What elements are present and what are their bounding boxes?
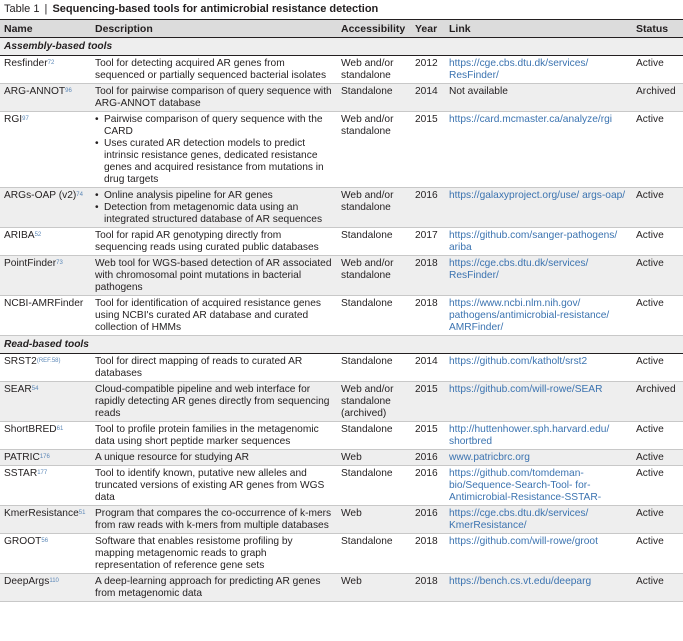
- status-cell: Active: [632, 112, 683, 188]
- description-cell: Software that enables resistome profiling by mapping metagenomic reads to graph representation of reference gene sets: [91, 534, 337, 574]
- header-name: Name: [0, 20, 91, 38]
- status-cell: Active: [632, 574, 683, 602]
- tool-link[interactable]: https://github.com/will-rowe/groot: [445, 534, 632, 574]
- reference-superscript[interactable]: 72: [47, 60, 55, 66]
- accessibility-cell: Web and/or standalone: [337, 256, 411, 296]
- header-accessibility: Accessibility: [337, 20, 411, 38]
- year-cell: 2018: [411, 256, 445, 296]
- description-cell: Program that compares the co-occurrence of k-mers from raw reads with k-mers from multiple databases: [91, 506, 337, 534]
- tool-name-cell: [0, 112, 91, 188]
- description-bullet: • Uses curated AR detection models to predict intrinsic resistance genes, dedicated resistance genes and acquired resistance from mutations in drug targets: [95, 138, 333, 186]
- tool-name: ARGs-OAP (v2): [4, 190, 77, 201]
- accessibility-cell: Web: [337, 574, 411, 602]
- accessibility-cell: Standalone: [337, 296, 411, 336]
- header-year: Year: [411, 20, 445, 38]
- status-cell: Active: [632, 296, 683, 336]
- reference-superscript[interactable]: 96: [65, 88, 72, 94]
- tool-name: SEAR: [4, 384, 32, 395]
- description-cell: Web tool for WGS-based detection of AR associated with chromosomal point mutations in bacterial pathogens: [91, 256, 337, 296]
- section-title: Read-based tools: [0, 336, 683, 354]
- table-row: [0, 422, 683, 450]
- table-row: [0, 382, 683, 422]
- section-header-row: [0, 38, 683, 56]
- tool-name: ARG-ANNOT: [4, 86, 66, 97]
- reference-superscript[interactable]: 73: [56, 260, 63, 266]
- reference-superscript[interactable]: (REF.58): [36, 358, 61, 364]
- reference-superscript[interactable]: 61: [56, 426, 64, 432]
- tool-name: ShortBRED: [4, 424, 57, 435]
- accessibility-cell: Standalone: [337, 534, 411, 574]
- tool-name-cell: [0, 256, 91, 296]
- status-cell: Active: [632, 422, 683, 450]
- tool-name: KmerResistance: [4, 508, 79, 519]
- tool-name-cell: [0, 506, 91, 534]
- tool-name: NCBI-AMRFinder: [4, 298, 84, 309]
- tool-link[interactable]: https://www.ncbi.nlm.nih.gov/ pathogens/antimicrobial-resistance/ AMRFinder/: [445, 296, 632, 336]
- description-cell: Tool for pairwise comparison of query sequence with ARG-ANNOT database: [91, 84, 337, 112]
- table-row: [0, 354, 683, 382]
- tool-name-cell: [0, 296, 91, 336]
- reference-superscript[interactable]: 51: [78, 510, 86, 516]
- accessibility-cell: Web and/or standalone (archived): [337, 382, 411, 422]
- year-cell: 2016: [411, 188, 445, 228]
- table-body: [0, 38, 683, 602]
- tool-name: Resfinder: [4, 58, 48, 69]
- header-status: Status: [632, 20, 683, 38]
- year-cell: 2015: [411, 112, 445, 188]
- tool-link[interactable]: http://huttenhower.sph.harvard.edu/ shortbred: [445, 422, 632, 450]
- tool-name: RGI: [4, 114, 23, 125]
- tool-link[interactable]: https://cge.cbs.dtu.dk/services/ ResFinder/: [445, 256, 632, 296]
- year-cell: 2018: [411, 296, 445, 336]
- status-cell: Active: [632, 450, 683, 466]
- tool-name: DeepArgs: [4, 576, 50, 587]
- link-cell: Not available: [445, 84, 632, 112]
- reference-superscript[interactable]: 177: [37, 470, 48, 476]
- tool-name-cell: [0, 382, 91, 422]
- description-cell: Tool to identify known, putative new alleles and truncated versions of existing AR genes from WGS data: [91, 466, 337, 506]
- accessibility-cell: Web: [337, 506, 411, 534]
- reference-superscript[interactable]: 54: [31, 386, 39, 392]
- accessibility-cell: Standalone: [337, 466, 411, 506]
- tool-name-cell: [0, 56, 91, 84]
- section-header-row: [0, 336, 683, 354]
- tool-link[interactable]: https://cge.cbs.dtu.dk/services/ ResFinder/: [445, 56, 632, 84]
- year-cell: 2017: [411, 228, 445, 256]
- year-cell: 2015: [411, 382, 445, 422]
- table-caption: [0, 0, 683, 19]
- description-cell: Tool to profile protein families in the metagenomic data using short peptide marker sequences: [91, 422, 337, 450]
- description-bullet-list: [95, 114, 333, 186]
- table-title: Sequencing-based tools for antimicrobial resistance detection: [52, 3, 379, 15]
- header-description: Description: [91, 20, 337, 38]
- tools-table: [0, 19, 683, 602]
- tool-name: SRST2: [4, 356, 37, 367]
- year-cell: 2015: [411, 422, 445, 450]
- reference-superscript[interactable]: 74: [76, 192, 83, 198]
- tool-link[interactable]: https://card.mcmaster.ca/analyze/rgi: [445, 112, 632, 188]
- tool-link[interactable]: https://galaxyproject.org/use/ args-oap/: [445, 188, 632, 228]
- year-cell: 2018: [411, 534, 445, 574]
- table-row: [0, 574, 683, 602]
- year-cell: 2018: [411, 574, 445, 602]
- year-cell: 2014: [411, 84, 445, 112]
- description-cell: Tool for detecting acquired AR genes from sequenced or partially sequenced bacterial isolates: [91, 56, 337, 84]
- status-cell: Archived: [632, 84, 683, 112]
- status-cell: Active: [632, 466, 683, 506]
- tool-name-cell: [0, 228, 91, 256]
- tool-name-cell: [0, 422, 91, 450]
- tool-name-cell: [0, 188, 91, 228]
- description-cell: A deep-learning approach for predicting AR genes from metagenomic data: [91, 574, 337, 602]
- reference-superscript[interactable]: 97: [22, 116, 29, 122]
- accessibility-cell: Web: [337, 450, 411, 466]
- status-cell: Active: [632, 256, 683, 296]
- status-cell: Archived: [632, 382, 683, 422]
- accessibility-cell: Standalone: [337, 422, 411, 450]
- accessibility-cell: Standalone: [337, 84, 411, 112]
- description-bullet: • Online analysis pipeline for AR genes: [95, 190, 333, 202]
- description-bullet: • Pairwise comparison of query sequence with the CARD: [95, 114, 333, 138]
- tool-name-cell: [0, 450, 91, 466]
- status-cell: Active: [632, 354, 683, 382]
- description-cell: Cloud-compatible pipeline and web interface for rapidly detecting AR genes directly from sequencing reads: [91, 382, 337, 422]
- accessibility-cell: Standalone: [337, 354, 411, 382]
- tool-link[interactable]: https://github.com/will-rowe/SEAR: [445, 382, 632, 422]
- accessibility-cell: Web and/or standalone: [337, 112, 411, 188]
- caption-separator: |: [44, 3, 48, 15]
- table-row: [0, 296, 683, 336]
- table-row: [0, 188, 683, 228]
- tool-link[interactable]: https://bench.cs.vt.edu/deeparg: [445, 574, 632, 602]
- reference-superscript[interactable]: 110: [49, 578, 59, 584]
- tool-link[interactable]: https://cge.cbs.dtu.dk/services/ KmerResistance/: [445, 506, 632, 534]
- year-cell: 2016: [411, 506, 445, 534]
- table-number: Table 1: [4, 3, 40, 15]
- tool-name: PATRIC: [4, 452, 40, 463]
- status-cell: Active: [632, 506, 683, 534]
- year-cell: 2016: [411, 450, 445, 466]
- description-bullet: • Detection from metagenomic data using an integrated structured database of AR sequences: [95, 202, 333, 226]
- tool-name-cell: [0, 534, 91, 574]
- header-row: [0, 20, 683, 38]
- table-row: [0, 84, 683, 112]
- table-row: [0, 534, 683, 574]
- year-cell: 2016: [411, 466, 445, 506]
- status-cell: Active: [632, 534, 683, 574]
- year-cell: 2014: [411, 354, 445, 382]
- tool-name-cell: [0, 466, 91, 506]
- tool-name: GROOT: [4, 536, 42, 547]
- table-row: [0, 228, 683, 256]
- year-cell: 2012: [411, 56, 445, 84]
- table-row: [0, 466, 683, 506]
- status-cell: Active: [632, 188, 683, 228]
- accessibility-cell: Standalone: [337, 228, 411, 256]
- table-row: [0, 256, 683, 296]
- table-row: [0, 506, 683, 534]
- status-cell: Active: [632, 228, 683, 256]
- tool-link[interactable]: https://github.com/sanger-pathogens/ ariba: [445, 228, 632, 256]
- description-cell: Tool for identification of acquired resistance genes using NCBI's curated AR database and curated collection of HMMs: [91, 296, 337, 336]
- table-row: [0, 450, 683, 466]
- tool-name: ARIBA: [4, 230, 35, 241]
- tool-name-cell: [0, 354, 91, 382]
- table-row: [0, 56, 683, 84]
- description-cell: Tool for direct mapping of reads to curated AR databases: [91, 354, 337, 382]
- description-bullet-list: [95, 190, 333, 226]
- tool-name: PointFinder: [4, 258, 57, 269]
- reference-superscript[interactable]: 176: [39, 454, 50, 460]
- status-cell: Active: [632, 56, 683, 84]
- tool-link[interactable]: https://github.com/tomdeman- bio/Sequence-Search-Tool- for-Antimicrobial-Resistance-SSTAR-: [445, 466, 632, 506]
- description-cell: [91, 112, 337, 188]
- tool-name-cell: [0, 574, 91, 602]
- reference-superscript[interactable]: 52: [34, 232, 42, 238]
- description-cell: Tool for rapid AR genotyping directly from sequencing reads using curated public databases: [91, 228, 337, 256]
- tool-name: SSTAR: [4, 468, 38, 479]
- description-cell: A unique resource for studying AR: [91, 450, 337, 466]
- tool-link[interactable]: www.patricbrc.org: [445, 450, 632, 466]
- section-title: Assembly-based tools: [0, 38, 683, 56]
- accessibility-cell: Web and/or standalone: [337, 56, 411, 84]
- tool-link[interactable]: https://github.com/katholt/srst2: [445, 354, 632, 382]
- table-row: [0, 112, 683, 188]
- description-cell: [91, 188, 337, 228]
- reference-superscript[interactable]: 56: [41, 538, 49, 544]
- header-link: Link: [445, 20, 632, 38]
- tool-name-cell: [0, 84, 91, 112]
- accessibility-cell: Web and/or standalone: [337, 188, 411, 228]
